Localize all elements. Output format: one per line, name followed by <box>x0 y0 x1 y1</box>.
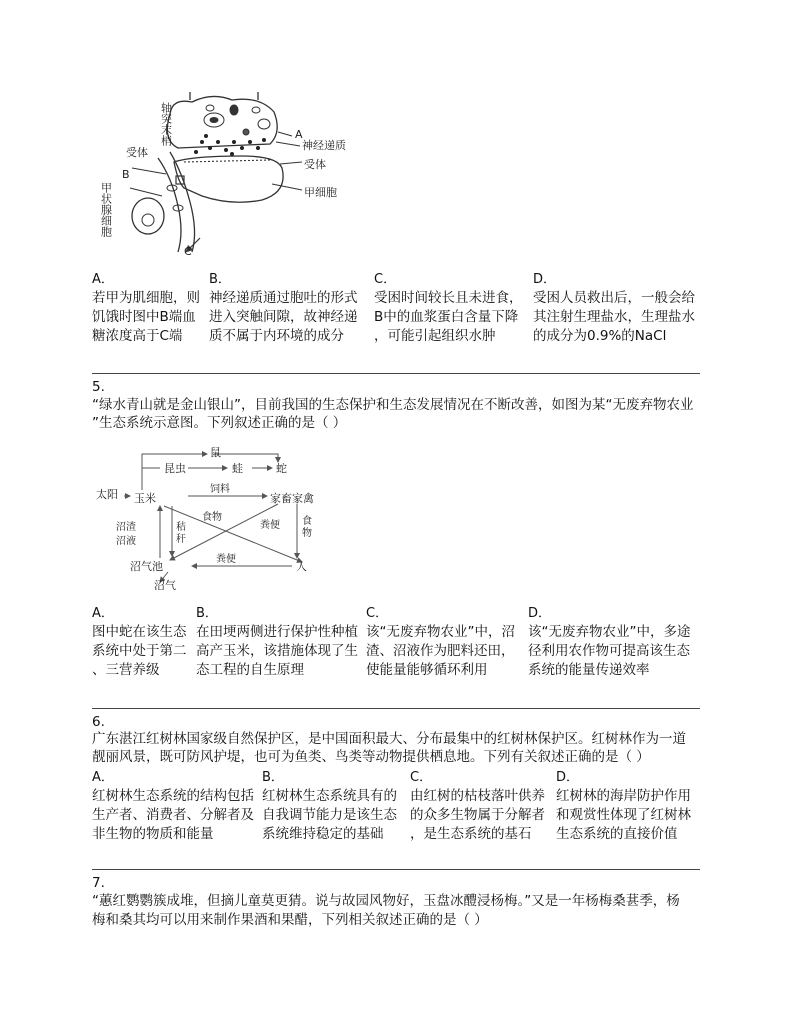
label-A: A <box>295 128 303 141</box>
option-letter: B． <box>196 606 218 621</box>
label-neurotransmitter: 神经递质 <box>302 139 346 152</box>
option-line: 的众多生物属于分解者 <box>410 807 545 823</box>
q5-option-b[interactable] <box>196 604 358 680</box>
option-letter: C． <box>366 606 389 621</box>
divider <box>92 708 700 709</box>
option-line: 高产玉米，该措施体现了生 <box>196 643 358 659</box>
option-line: 使能量能够循环利用 <box>366 662 488 678</box>
label-stalk-1: 秸 <box>176 522 186 533</box>
q5-stem-line-2: ”生态系统示意图。下列叙述正确的是（ ） <box>92 415 347 431</box>
q6-number: 6. <box>92 714 105 730</box>
option-line: 径利用农作物可提高该生态 <box>528 643 690 659</box>
label-biogas-pool: 沼气池 <box>130 560 163 573</box>
label-liquid: 沼液 <box>116 536 136 547</box>
label-snake: 蛇 <box>276 462 287 475</box>
label-sun: 太阳 <box>96 488 118 501</box>
option-line: 由红树的枯枝落叶供养 <box>410 788 545 804</box>
label-B: B <box>122 168 130 181</box>
q6-option-a[interactable] <box>92 768 254 844</box>
label-human: 人 <box>296 560 307 573</box>
option-line: 若甲为肌细胞，则 <box>92 290 200 306</box>
option-line: 受困时间较长且未进食， <box>374 290 523 306</box>
option-letter: D． <box>556 770 580 785</box>
q5-stem-line-1: “绿水青山就是金山银山”，目前我国的生态保护和生态发展情况在不断改善，如图为某“无废弃物农业 <box>92 397 694 413</box>
option-line: 红树林生态系统具有的 <box>262 788 397 804</box>
option-line: 饥饿时图中B端血 <box>92 309 196 325</box>
option-line: 受困人员救出后，一般会给 <box>533 290 695 306</box>
option-line: 生态系统的直接价值 <box>556 826 678 842</box>
option-line: 和观赏性体现了红树林 <box>556 807 691 823</box>
label-manure-bottom: 粪便 <box>216 554 236 565</box>
option-line: 质不属于内环境的成分 <box>209 328 344 344</box>
option-letter: A． <box>92 272 114 287</box>
option-line: 进入突触间隙，故神经递 <box>209 309 358 325</box>
option-line: ，是生态系统的基石 <box>410 826 532 842</box>
option-line: 红树林的海岸防护作用 <box>556 788 691 804</box>
label-cell-jia: 甲细胞 <box>304 186 337 199</box>
ecosystem-diagram <box>92 440 332 590</box>
label-manure-center: 粪便 <box>260 520 280 531</box>
q4-option-d[interactable] <box>533 270 695 346</box>
option-line: 生产者、消费者、分解者及 <box>92 807 254 823</box>
label-food-right-2: 物 <box>302 528 312 539</box>
option-line: B中的血浆蛋白含量下降 <box>374 309 519 325</box>
option-line: 糖浓度高于C端 <box>92 328 183 344</box>
option-letter: D． <box>528 606 552 621</box>
option-line: ，可能引起组织水肿 <box>374 328 496 344</box>
q4-option-b[interactable] <box>209 270 358 346</box>
label-axon-terminal: 轴突末梢 <box>159 102 173 146</box>
option-letter: C． <box>410 770 433 785</box>
q6-stem-line-1: 广东湛江红树林国家级自然保护区，是中国面积最大、分布最集中的红树林保护区。红树林作为一道 <box>92 731 686 747</box>
q6-option-b[interactable] <box>262 768 397 844</box>
option-line: 系统中处于第二 <box>92 643 187 659</box>
option-line: 自我调节能力是该生态 <box>262 807 397 823</box>
divider <box>92 373 700 374</box>
option-line: 渣、沼液作为肥料还田， <box>366 643 515 659</box>
option-line: 图中蛇在该生态 <box>92 624 187 640</box>
divider <box>92 869 700 870</box>
q6-stem-line-2: 靓丽风景，既可防风护堤，也可为鱼类、鸟类等动物提供栖息地。下列有关叙述正确的是（ ） <box>92 749 650 765</box>
option-line: 在田埂两侧进行保护性种植 <box>196 624 358 640</box>
q6-option-c[interactable] <box>410 768 545 844</box>
option-letter: B． <box>209 272 231 287</box>
option-letter: C． <box>374 272 397 287</box>
label-insect: 昆虫 <box>164 462 186 475</box>
label-biogas: 沼气 <box>154 579 176 590</box>
option-line: 系统维持稳定的基础 <box>262 826 384 842</box>
option-letter: A． <box>92 770 114 785</box>
option-line: 的成分为0.9%的NaCl <box>533 328 667 344</box>
q5-option-a[interactable] <box>92 604 187 680</box>
synapse-diagram <box>92 92 352 260</box>
q6-option-d[interactable] <box>556 768 691 844</box>
option-line: 非生物的物质和能量 <box>92 826 214 842</box>
q4-option-c[interactable] <box>374 270 523 346</box>
option-line: 、三营养级 <box>92 662 160 678</box>
label-feed: 饲料 <box>210 484 230 495</box>
option-line: 红树林生态系统的结构包括 <box>92 788 254 804</box>
option-line: 态工程的自生原理 <box>196 662 304 678</box>
label-C: C <box>184 245 192 258</box>
label-residue: 沼渣 <box>116 522 136 533</box>
option-line: 该“无废弃物农业”中，沼 <box>366 624 515 640</box>
q5-number: 5. <box>92 379 105 395</box>
label-receptor-left: 受体 <box>126 146 148 159</box>
option-line: 神经递质通过胞吐的形式 <box>209 290 358 306</box>
option-line: 其注射生理盐水，生理盐水 <box>533 309 695 325</box>
label-mouse: 鼠 <box>210 446 221 459</box>
option-letter: A． <box>92 606 114 621</box>
label-stalk-2: 秆 <box>176 534 186 545</box>
q5-option-d[interactable] <box>528 604 691 680</box>
option-letter: B． <box>262 770 284 785</box>
q7-stem-line-2: 梅和桑其均可以用来制作果酒和果醋，下列相关叙述正确的是（ ） <box>92 912 488 928</box>
q7-number: 7. <box>92 875 105 891</box>
label-livestock: 家畜家禽 <box>270 492 314 505</box>
label-food-right-1: 食 <box>302 516 312 527</box>
label-frog: 蛙 <box>232 462 243 475</box>
q4-option-a[interactable] <box>92 270 200 346</box>
option-letter: D． <box>533 272 557 287</box>
q7-stem-line-1: “蕙红鹦鹦簇成堆，但摘儿童莫更猜。说与故园风物好，玉盘冰醴浸杨梅。”又是一年杨梅桑葚季，杨 <box>92 893 680 909</box>
label-receptor-right: 受体 <box>304 158 326 171</box>
q5-option-c[interactable] <box>366 604 515 680</box>
label-corn: 玉米 <box>134 492 156 505</box>
option-line: 系统的能量传递效率 <box>528 662 650 678</box>
label-thyroid-cell: 甲状腺细胞 <box>99 182 113 237</box>
option-line: 该“无废弃物农业”中，多途 <box>528 624 691 640</box>
label-food-center: 食物 <box>202 512 222 523</box>
